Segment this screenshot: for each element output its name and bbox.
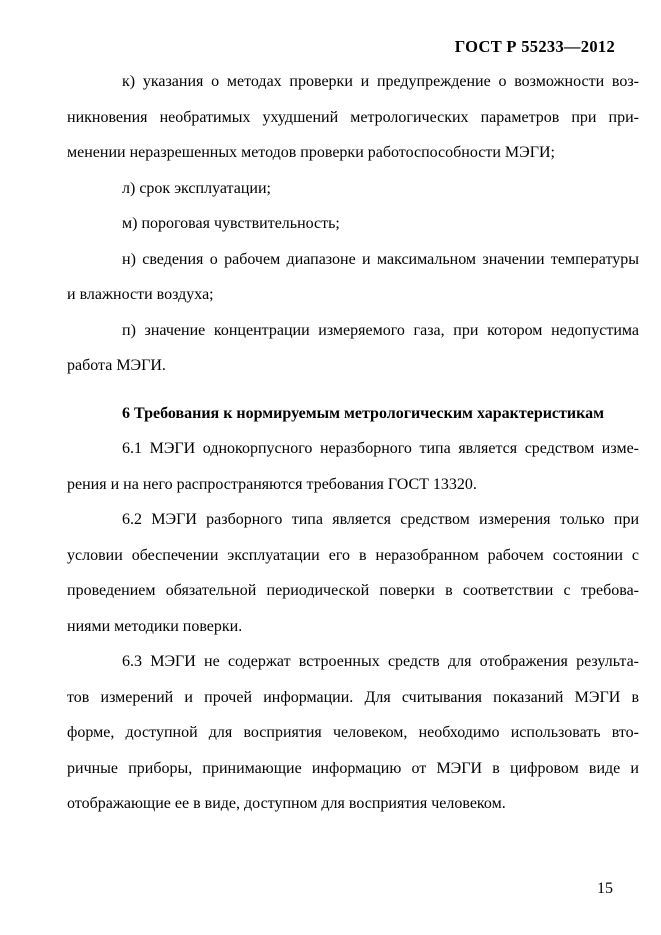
section-heading: 6 Требования к нормируемым метрологическим характеристикам: [122, 404, 604, 422]
paragraph-m: [67, 206, 639, 242]
page-number: 15: [597, 880, 613, 897]
paragraph-6-1: [67, 431, 639, 502]
text-line: рения и на него распространяются требования ГОСТ 13320.: [67, 475, 477, 493]
paragraph-l: [67, 171, 639, 207]
text-line: отображающие ее в виде, доступном для восприятия человеком.: [67, 795, 506, 812]
text-line: 6.1 МЭГИ однокорпусного неразборного типа является средством изме-: [122, 440, 639, 457]
paragraph-6-3: [67, 644, 639, 822]
text-line: условии обеспечении эксплуатации его в неразобранном рабочем состоянии с: [67, 546, 639, 564]
text-line: менении неразрешенных методов проверки работоспособности МЭГИ;: [67, 144, 555, 161]
paragraph-p: [67, 313, 639, 384]
text-line: л) срок эксплуатации;: [122, 179, 271, 197]
text-line: и влажности воздуха;: [67, 286, 214, 303]
text-line: п) значение концентрации измеряемого газа, при котором недопустима: [122, 321, 639, 339]
paragraph-6-2: [67, 502, 639, 644]
document-body: [67, 64, 639, 822]
text-line: ниями методики поверки.: [67, 617, 243, 635]
text-line: н) сведения о рабочем диапазоне и максимальном значении температуры: [122, 250, 639, 268]
paragraph-n: [67, 242, 639, 313]
text-line: форме, доступной для восприятия человеком, необходимо использовать вто-: [67, 724, 639, 741]
paragraph-k: [67, 64, 639, 171]
text-line: тов измерений и прочей информации. Для считывания показаний МЭГИ в: [67, 688, 639, 706]
text-line: м) пороговая чувствительность;: [122, 215, 340, 232]
running-header: [0, 37, 615, 57]
text-line: работа МЭГИ.: [67, 357, 166, 374]
text-line: 6.3 МЭГИ не содержат встроенных средств для отображения результа-: [122, 653, 639, 670]
standard-designation: ГОСТ Р 55233—2012: [454, 37, 615, 56]
text-line: 6.2 МЭГИ разборного типа является средством измерения только при: [122, 511, 639, 528]
text-line: проведением обязательной периодической поверки в соответствии с требова-: [67, 582, 639, 599]
text-line: никновения необратимых ухудшений метрологических параметров при при-: [67, 108, 639, 126]
text-line: ричные приборы, принимающие информацию от МЭГИ в цифровом виде и: [67, 759, 639, 777]
page-footer: [0, 878, 613, 900]
text-line: к) указания о методах проверки и предупреждение о возможности воз-: [122, 73, 639, 90]
